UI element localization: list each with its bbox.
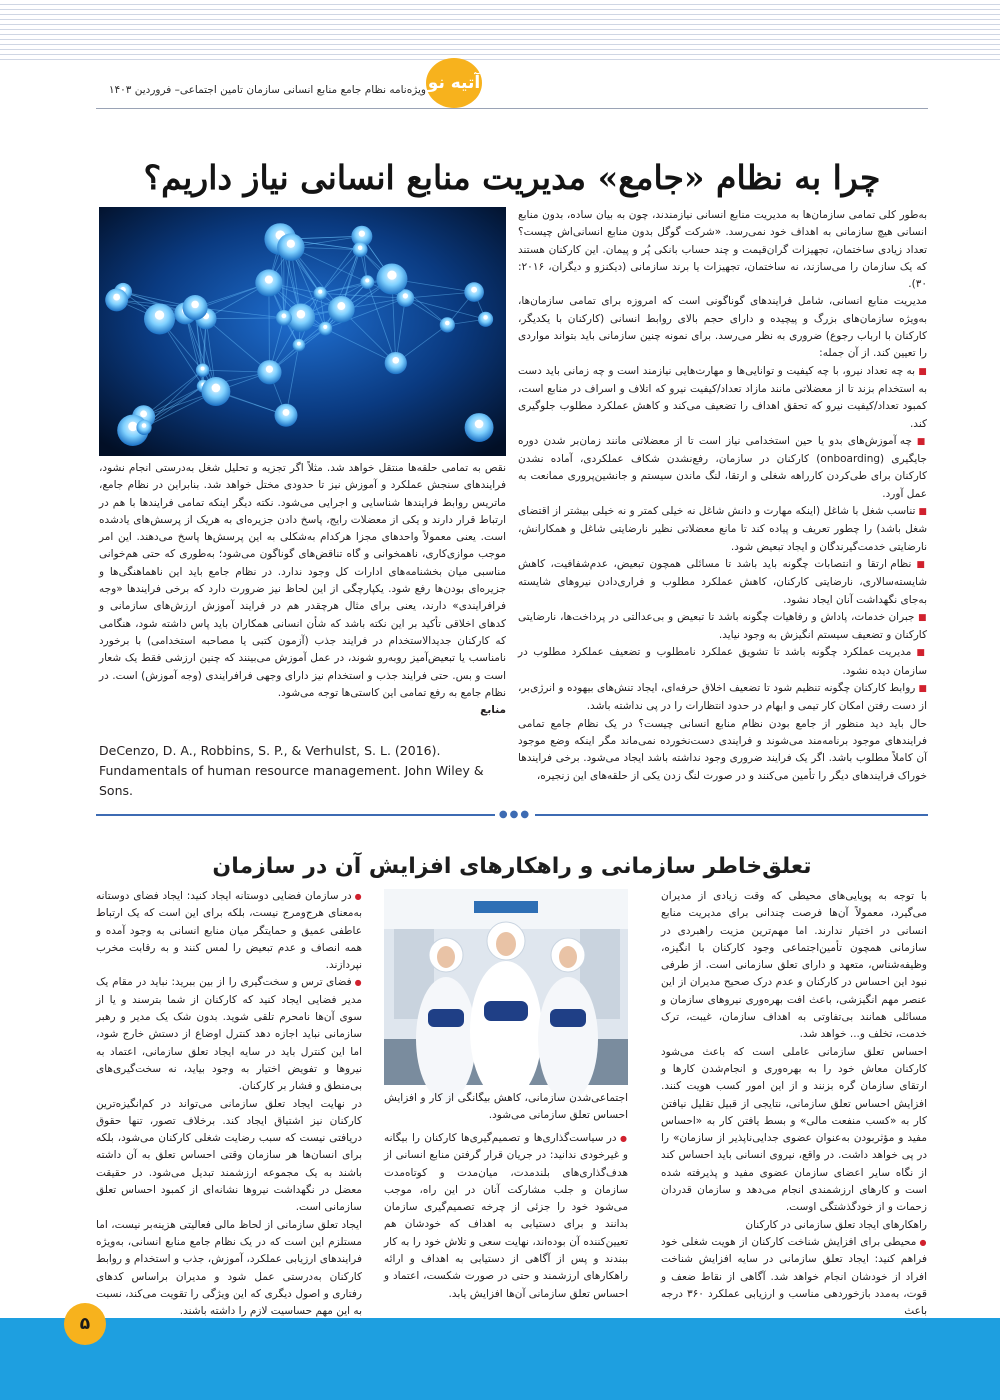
paragraph: در نهایت ایجاد تعلق سازمانی می‌تواند در کم‌انگیزه‌ترین کارکنان نیز اشتیاق ایجاد کند. برخلاف تصور، تنها حقوق دریافتی نیست که سبب رضایت شغلی کارکنان می‌شود، بلکه برای انسان‌ها هر سازمان وقتی احساس تعلق به آن داشته باشند به یک مجموعه ارزشمند تبدیل می‌شود. در حقیقت معضل در نگهداشت نیروها نشانه‌ای از کمبود احساس تعلق سازمانی است. — [96, 1097, 362, 1214]
divider-dots: ●●● — [495, 808, 535, 822]
paragraph: حال باید دید منظور از جامع بودن نظام منابع انسانی چیست؟ در یک نظام جامع تمامی فرایندهای موجود برنامه‌مند می‌شوند و فرایندی دست‌نخورده نمی‌ماند مگر اینکه وضع موجود آن کاملاً مطلوب باشد. اگر یک فرایند ضروری وجود نداشته باشد ایجاد می‌شود. برخی فرایندها خوراک فرایندهای دیگر را تأمین می‌کنند و در صورت لنگ زدن یکی از حلقه‌های این زنجیره، — [518, 717, 927, 782]
bullet-paragraph: ■ نظام ارتقا و انتصابات چگونه باید باشد تا مسائلی همچون تبعیض، عدم‌شفافیت، کاهش شایسته‌سالاری، نارضایتی کارکنان، کاهش عملکرد مطلوب و فراری‌دادن نیروهای شایسته به‌جای نگهداشت آنان ایجاد نشود. — [518, 556, 927, 609]
paragraph: ایجاد تعلق سازمانی از لحاظ مالی فعالیتی هزینه‌بر نیست، اما مستلزم این است که در یک نظام جامع منابع انسانی، به‌ویژه فرایندهای ارزیابی عملکرد، آموزش، جذب و استخدام و روابط کارکنان به‌درستی عمل شود و مدیران براساس کدهای رفتاری و اصول دیگری که این ویژگی را تقویت می‌کند، نسبت به این مهم حساسیت لازم را داشته باشند. — [96, 1218, 362, 1318]
bullet-paragraph: ● در سیاست‌گذاری‌ها و تصمیم‌گیری‌ها کارکنان را بیگانه و غیرخودی ندانید: در جریان قرار گرفتن منابع انسانی از هدف‌گذاری‌های بلندمدت، میان‌مدت و کوتاه‌مدت سازمان و جلب مشارکت آنان در این راه، موجب می‌شود خود را جزئی از چرخه تصمیم‌گیری سازمان بدانند و برای دستیابی به اهداف که خودشان هم تعیین‌کننده آن بوده‌اند، نهایت سعی و تلاش خود را به کار ببندند و پس از آگاهی از دستیابی به اهداف و ارائه راهکارهای ارزشمند و حتی در صورت شکست، اعتماد و احساس تعلق سازمانی آن‌ها افزایش یابد. — [384, 1130, 628, 1303]
person-head-icon — [266, 366, 273, 373]
bullet-paragraph: ■ چه آموزش‌های بدو یا حین استخدامی نیاز است تا از معضلاتی مانند زمان‌بر شدن دوره جایگیری (onboarding) کارکنان در سازمان، رفع‌نشدن شکاف عملکردی، آماده نشدن کارکنان برای طی‌کردن کارراهه شغلی و ارتقا، لنگ ماندن سیستم و جانشین‌پروری ممانعت به عمل آورد. — [518, 433, 927, 503]
bullet-paragraph: ■ روابط کارکنان چگونه تنظیم شود تا تضعیف اخلاق حرفه‌ای، ایجاد تنش‌های بیهوده و انرژی‌بر، از دست رفتن امکان کار تیمی و ابهام در حدود انتظارات را در پی نداشته باشد. — [518, 680, 927, 716]
person-head-icon — [265, 276, 273, 284]
nurses-photo — [384, 889, 628, 1085]
network-illustration — [99, 207, 506, 456]
person-head-icon — [403, 293, 408, 298]
person-head-icon — [475, 420, 484, 429]
person-head-icon — [212, 384, 221, 393]
paragraph: راهکارهای ایجاد تعلق سازمانی در کارکنان — [745, 1218, 927, 1231]
bullet-paragraph: ■ به چه تعداد نیرو، با چه کیفیت و توانایی‌ها و مهارت‌هایی نیازمند است و چه زمانی باید دست به استخدام بزند تا از معضلاتی مانند مازاد تعداد/کیفیت نیرو که اتلاف و اسراف در منابع است، کمبود تعداد/کیفیت نیرو که تحقق اهداف را تضعیف می‌کند و کاهش عملکرد مطلوب جلوگیری کند. — [518, 363, 927, 433]
person-head-icon — [297, 310, 306, 319]
issue-subtitle: ویژه‌نامه نظام جامع منابع انسانی سازمان تامین اجتماعی– فروردین ۱۴۰۳ — [108, 84, 426, 96]
bullet-paragraph: ● فضای ترس و سخت‌گیری را از بین ببرید: نباید در مقام یک مدیر فضایی ایجاد کنید که کارکنان از شما بترسند و یا از سوی آن‌ها نامحرم تلقی شوید. بدون شک یک مدیر و رهبر سازمانی نباید اجازه دهد کنترل اوضاع از دستش خارج شود، اما این کنترل باید در سایه ایجاد تعلق سازمانی، اعتماد به نیروها و تفویض اختیار به وجود بیاید، نه سخت‌گیری‌های بی‌منطق و فشار بر کارکنان. — [96, 974, 362, 1095]
person-head-icon — [318, 290, 322, 294]
person-head-icon — [113, 294, 120, 301]
person-head-icon — [359, 230, 365, 236]
reference-entry: DeCenzo, D. A., Robbins, S. P., & Verhulst, S. L. (2016). Fundamentals of human resource management. John Wiley & Sons. — [99, 743, 484, 798]
article2-title: تعلق‌خاطر سازمانی و راهکارهای افزایش آن در سازمان — [212, 854, 812, 880]
bullet-paragraph: ● در سازمان فضایی دوستانه ایجاد کنید: ایجاد فضای دوستانه به‌معنای هرج‌ومرج نیست، بلکه برای این است که یک ارتباط عاطفی عمیق و حمایتگر میان منابع انسانی به وجود آمده و همه انصاف و عدم تبعیض را لمس کنند و به رقابت مخرب نپردازند. — [96, 888, 362, 974]
header-rule — [96, 108, 928, 109]
person-head-icon — [140, 410, 147, 417]
article1-right-column — [518, 207, 927, 797]
references-heading: منابع — [480, 704, 506, 717]
article2-right-column — [661, 888, 927, 1318]
paragraph: با توجه به پویایی‌های محیطی که وقت زیادی از مدیران می‌گیرد، معمولاً آن‌ها فرصت چندانی برای مدیریت منابع انسانی در اختیار ندارند. اما مهم‌ترین مزیت راهبردی در سازمانی همچون تأمین‌اجتماعی وجود کارکنان با انگیزه، وظیفه‌شناس، متعهد و دارای تعلق سازمانی است. از طرفی نبود این احساس در کارکنان و عدم درک صحیح مدیران از این عنصر مهم انگیزشی، باعث افت بهره‌وری نیروهای سازمان و مسائلی همانند بی‌تفاوتی به اهداف سازمان، غیبت، ترک خدمت، تخلف و... خواهد شد. — [661, 890, 927, 1041]
person-head-icon — [323, 325, 327, 329]
person-head-icon — [358, 245, 362, 249]
person-head-icon — [201, 366, 205, 370]
paragraph: مدیریت منابع انسانی، شامل فرایندهای گوناگونی است که امروزه برای تمامی سازمان‌ها، به‌ویژه سازمان‌های بزرگ و پیچیده و دارای حجم بالای روابط انسانی (کارکنان با یکدیگر، کارکنان با ارباب رجوع) ضروری به نظر می‌رسد. برای نمونه چنین سازمانی باید بتواند مواردی را تعیین کند. از آن جمله: — [518, 295, 927, 360]
article2-left-column — [96, 888, 362, 1318]
person-head-icon — [445, 321, 450, 326]
nurses-illustration — [384, 889, 628, 1085]
bullet-paragraph: ■ تناسب شغل با شاغل (اینکه مهارت و دانش شاغل نه خیلی کمتر و نه خیلی بیشتر از اقتضای شغل باشد) را چطور تعریف و پیاده کند تا مانع معضلاتی نظیر نارضایتی شاغل و همکارانش، نارضایتی خدمت‌گیرندگان و ایجاد تبعیض شود. — [518, 503, 927, 556]
network-people-image — [99, 207, 506, 456]
paragraph: به‌طور کلی تمامی سازمان‌ها به مدیریت منابع انسانی نیازمندند، چون به بیان ساده، بدون منابع انسانی هیچ سازمانی به اهداف خود نمی‌رسد. «شرکت گوگل بدون منابع انسانی‌اش چیست؟ تعداد زیادی ساختمان، تجهیزات گران‌قیمت و چند حساب بانکی پُر و پیمان. این کارکنان هستند که یک سازمان را می‌سازند، نه ساختمان، تجهیزات یا برند سازمانی (دیکنزو و دیگران، ۲۰۱۶: ۳۰). — [518, 209, 927, 291]
magazine-logo: آتیه نو — [426, 58, 482, 108]
person-head-icon — [282, 313, 287, 318]
person-head-icon — [392, 357, 399, 364]
person-head-icon — [128, 422, 137, 431]
person-head-icon — [155, 310, 164, 319]
footer-band — [0, 1318, 1000, 1400]
person-head-icon — [287, 240, 295, 248]
bullet-paragraph: ■ جبران خدمات، پاداش و رفاهیات چگونه باشد تا تبعیض و بی‌عدالتی در پرداخت‌ها، نارضایتی کارکنان و تضعیف سیستم انگیزش به وجود نیاید. — [518, 609, 927, 645]
person-head-icon — [337, 302, 345, 310]
person-head-icon — [297, 342, 301, 346]
photo-caption: اجتماعی‌شدن سازمانی، کاهش بیگانگی از کار و افزایش احساس تعلق سازمانی می‌شود. — [384, 1092, 628, 1121]
person-head-icon — [365, 278, 369, 282]
person-head-icon — [483, 315, 488, 320]
paragraph: نقص به تمامی حلقه‌ها منتقل خواهد شد. مثلاً اگر تجزیه و تحلیل شغل به‌درستی انجام نشود، فرایندهای سنجش عملکرد و آموزش نیز تا حدودی مختل خواهد شد. بنابراین در نظام جامع، ماتریس روابط فرایندها شناسایی و اجرایی می‌شود. نکته دیگر اینکه تمامی فرایندها با هم در ارتباط قرار دارند و یکی از معضلات رایج، پاسخ دادن جزیره‌ای به هریک از پرسش‌های یادشده است. یعنی معمولاً واحدهای مجزا هرکدام به‌شکلی به این پرسش‌ها پاسخ می‌دهند. این امر موجب موازی‌کاری، ناهمخوانی و گاه تناقض‌های گوناگون می‌شود؛ به‌طوری که حتی هم‌خوانی مناسبی میان بخشنامه‌های ادارات کل وجود ندارد. در نظام جامع باید این ناهماهنگی‌ها و جزیره‌ای بودن‌ها رفع شود. یکپارچگی از این لحاظ نیز ضرورت دارد که برخی فرایندها «وجه فرافرایندی» دارند، یعنی برای مثال هرچقدر هم در فرایند آموزش ارزش‌های سازمانی و کدهای اخلاقی تأکید بر این نکته باشد که شأن انسانی همکاران باید پاس داشته شود، هنگامی که کارکنان جدیدالاستخدام در فرایند جذب (آزمون کتبی یا مصاحبه استخدامی) با برخورد نامناسب یا تبعیض‌آمیز روبه‌رو شوند، در عمل آموزش می‌بینند که چنین ارزشی فقط یک شعار است و بس. حتی فرایند جذب و استخدام نیز دارای وجهی فرافرایندی (وجه آموزش) است. در نظام جامع به رفع تمامی این کاستی‌ها توجه می‌شود. — [99, 462, 506, 699]
person-head-icon — [191, 301, 199, 309]
person-head-icon — [471, 287, 477, 293]
bullet-paragraph: ■ مدیریت عملکرد چگونه باشد تا تشویق عملکرد نامطلوب و تضعیف عملکرد مطلوب در سازمان دیده نشود. — [518, 644, 927, 680]
person-head-icon — [387, 270, 396, 279]
paragraph: احساس تعلق سازمانی عاملی است که باعث می‌شود کارکنان معاش خود را به بهره‌وری و انجام‌شدن کارها و ارتقای سازمان گره بزنند و از این امور کسب هویت کنند. افزایش احساس تعلق سازمانی، نتایجی از قبیل تقلیل نیافتن کار به «کسب منفعت مالی» و بسط یافتن کار به «احساس مفید و مؤثربودن به‌عنوان عضوی جدایی‌ناپذیر از سازمان» را در پی خواهد داشت. در واقع، نیروی انسانی باید احساس کند از نگاه سایر اعضای سازمان عضوی مفید و پذیرفته شده است و کارهای ارزشمندی انجام می‌دهد و سازمان قدردان زحمات و از خودگذشتگی اوست. — [661, 1045, 927, 1214]
person-head-icon — [283, 409, 290, 416]
page-number: ۵ — [64, 1303, 106, 1345]
person-head-icon — [142, 423, 147, 428]
article-title: چرا به نظام «جامع» مدیریت منابع انسانی نیاز داریم؟ — [143, 158, 881, 198]
article1-left-column — [99, 460, 506, 738]
article2-middle-column — [384, 1130, 628, 1310]
header-stripes — [0, 0, 1000, 64]
bullet-paragraph: ● محیطی برای افزایش شناخت کارکنان از هویت شغلی خود فراهم کنید: ایجاد تعلق سازمانی در سایه افزایش شناخت افراد از خودشان انجام خواهد شد. آگاهی از نقاط ضعف و قوت، به‌مدد بازخوردهی مناسب و ارزیابی عملکرد ۳۶۰ درجه باعث — [661, 1234, 927, 1320]
